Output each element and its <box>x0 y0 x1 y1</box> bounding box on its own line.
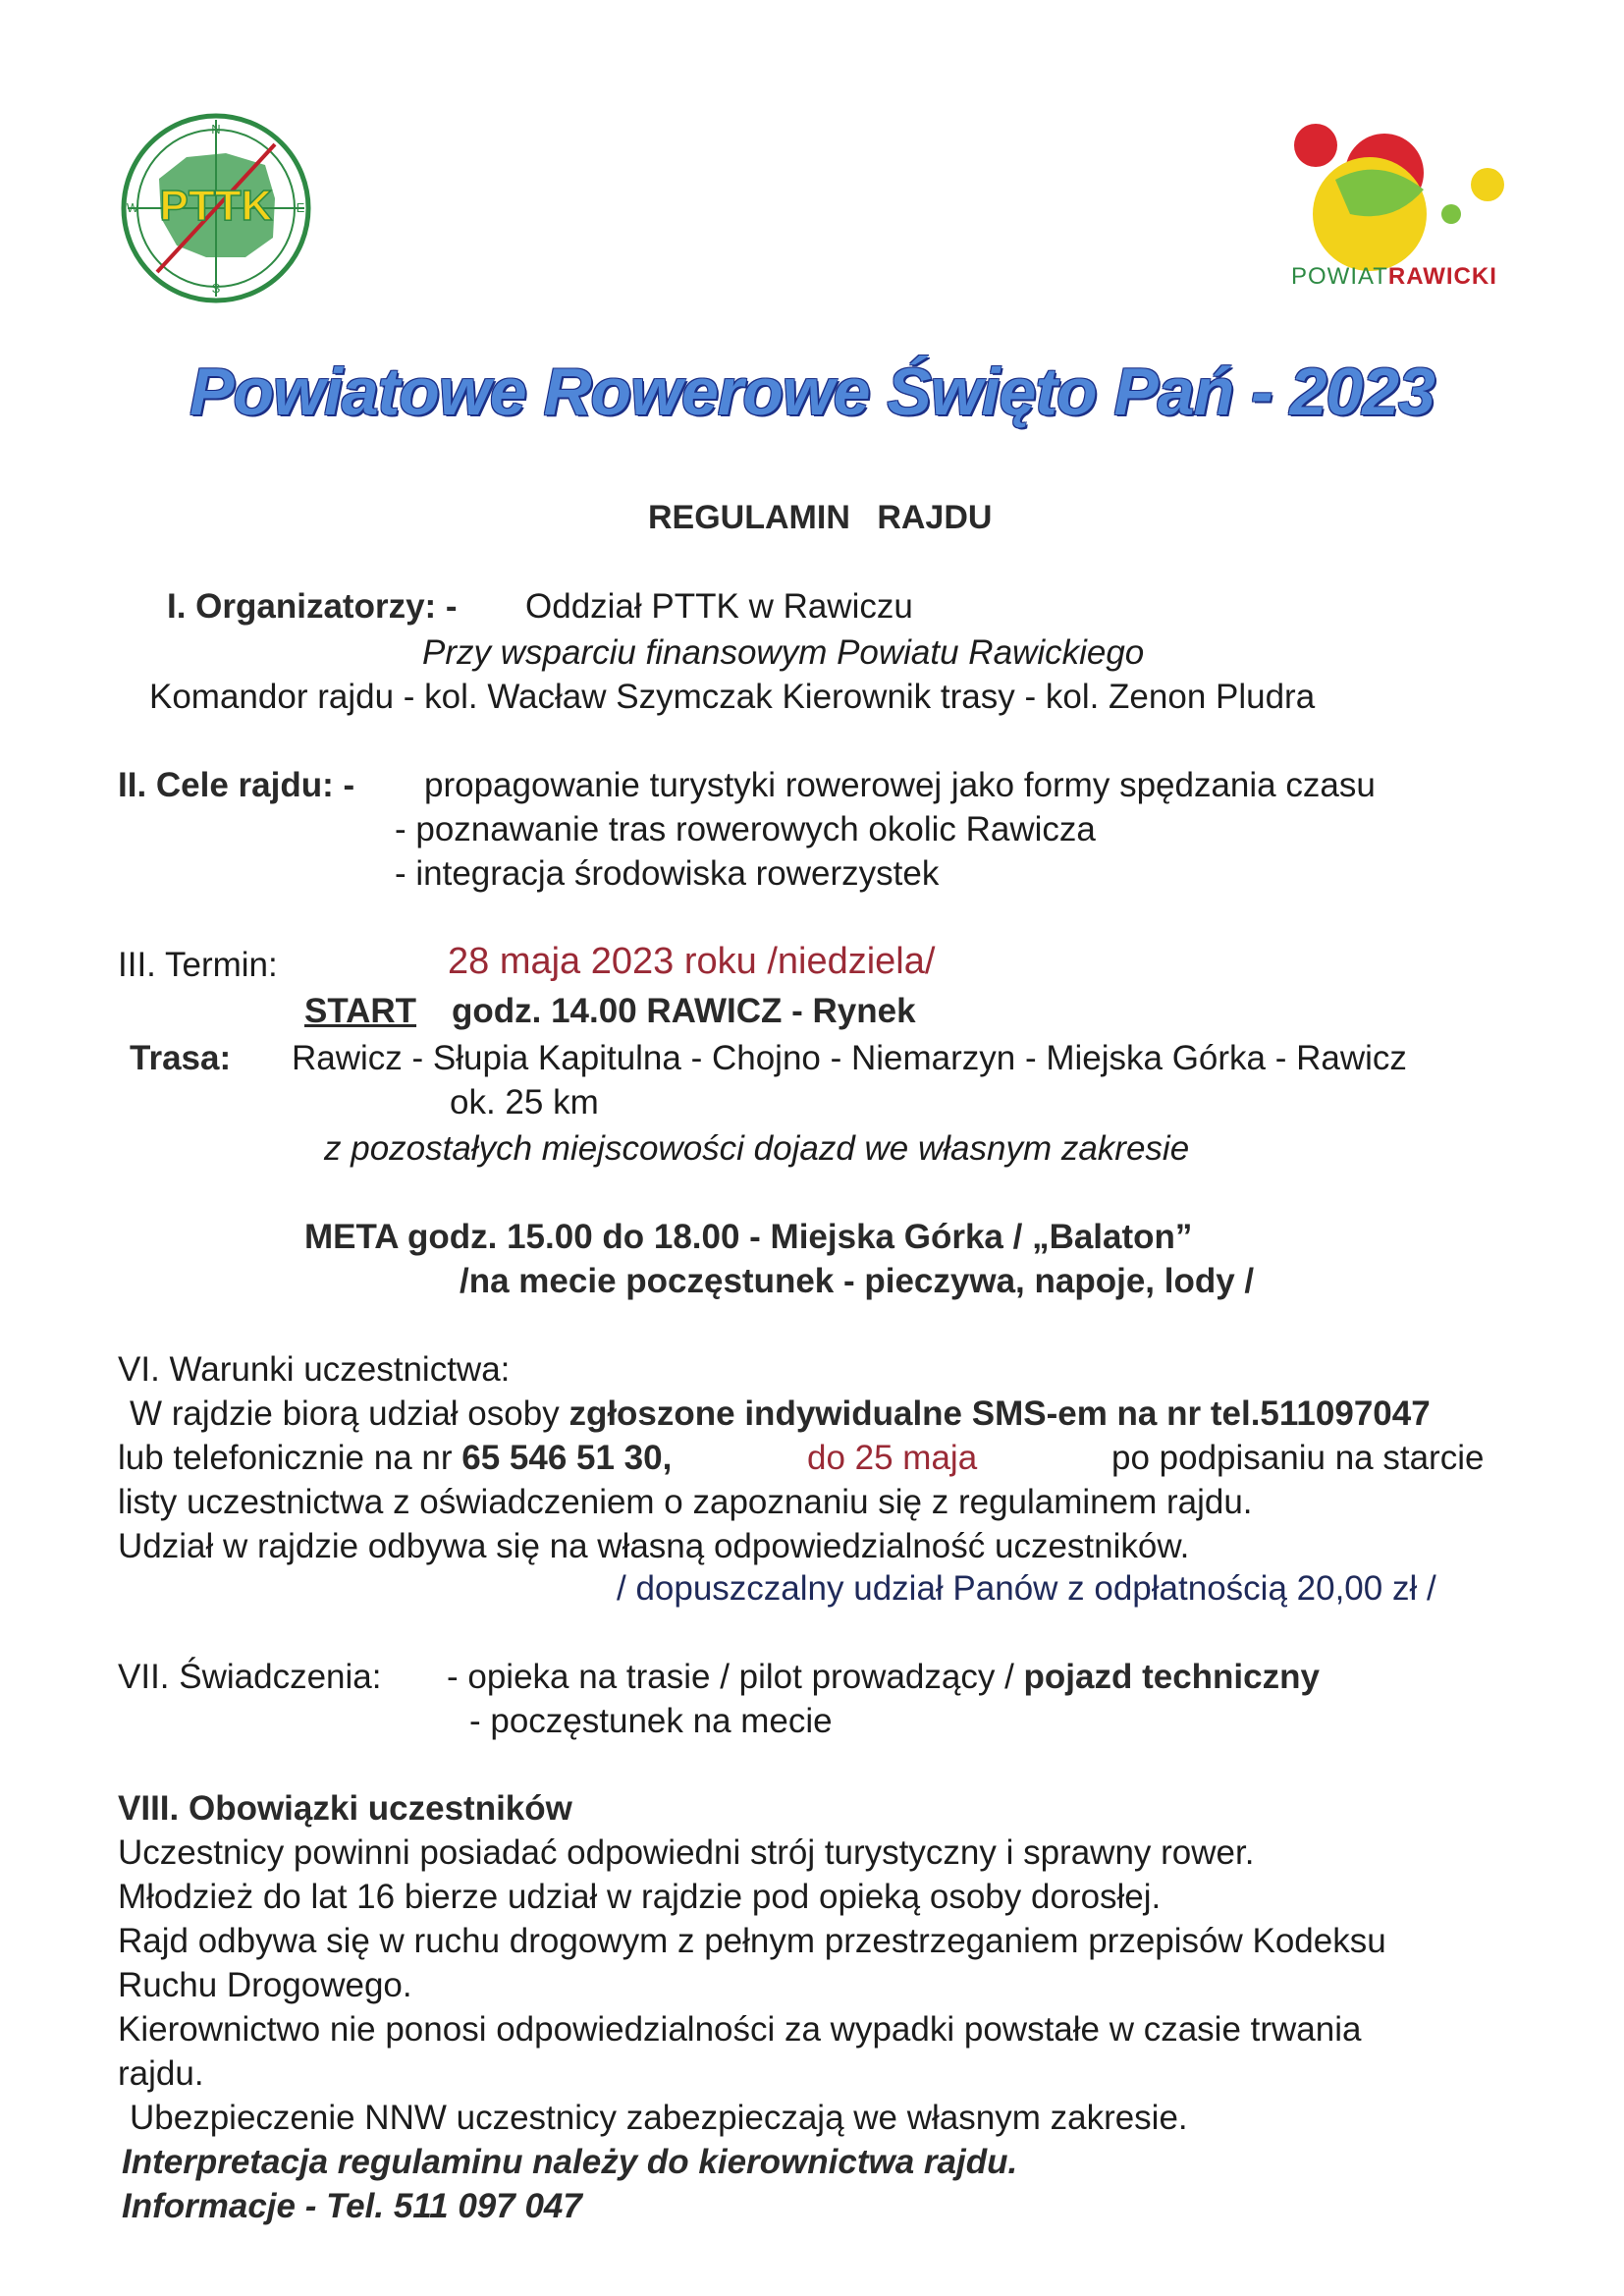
section-2-label: II. Cele rajdu: - <box>118 766 355 804</box>
event-date: 28 maja 2023 roku /niedziela/ <box>448 941 936 982</box>
duty-line: Ruchu Drogowego. <box>118 1966 412 2004</box>
regulation-heading: REGULAMIN RAJDU <box>648 499 993 536</box>
compass-n: N <box>211 122 221 137</box>
participation-line-1: W rajdzie biorą udział osoby zgłoszone indywidualne SMS-em na nr tel.511097047 <box>130 1394 1431 1433</box>
duty-line: Młodzież do lat 16 bierze udział w rajdzie pod opieką osoby dorosłej. <box>118 1878 1162 1916</box>
section-3-label: III. Termin: <box>118 946 278 984</box>
registration-deadline: do 25 maja <box>807 1439 978 1477</box>
powiat-rawicki-caption: POWIATRAWICKI <box>1291 263 1497 290</box>
duty-line: Rajd odbywa się w ruchu drogowym z pełnym przestrzeganiem przepisów Kodeksu <box>118 1922 1386 1960</box>
compass-e: E <box>296 200 305 215</box>
section-1-staff: Komandor rajdu - kol. Wacław Szymczak Kierownik trasy - kol. Zenon Pludra <box>149 678 1316 716</box>
contact-info: Informacje - Tel. 511 097 047 <box>122 2187 582 2225</box>
section-7-label: VII. Świadczenia: <box>118 1658 382 1696</box>
finish-info: META godz. 15.00 do 18.00 - Miejska Górka / „Balaton” <box>304 1218 1193 1256</box>
interpretation-note: Interpretacja regulaminu należy do kierownictwa rajdu. <box>122 2143 1018 2181</box>
section-1-organizer: Oddział PTTK w Rawiczu <box>525 587 913 626</box>
goal-item: - integracja środowiska rowerzystek <box>395 854 940 893</box>
participation-line-4: Udział w rajdzie odbywa się na własną odpowiedzialność uczestników. <box>118 1527 1190 1565</box>
start-label: START <box>304 992 417 1030</box>
pttk-logo-text: PTTK <box>159 182 273 230</box>
duty-line: Uczestnicy powinni posiadać odpowiedni strój turystyczny i sprawny rower. <box>118 1833 1255 1872</box>
men-fee-note: / dopuszczalny udział Panów z odpłatnością 20,00 zł / <box>617 1569 1436 1608</box>
compass-w: W <box>126 200 139 215</box>
goal-item: - poznawanie tras rowerowych okolic Rawicza <box>395 810 1096 848</box>
compass-s: S <box>211 281 221 296</box>
travel-note: z pozostałych miejscowości dojazd we własnym zakresie <box>324 1129 1190 1168</box>
participation-line-2: lub telefonicznie na nr 65 546 51 30, <box>118 1439 673 1477</box>
benefit-item: - poczęstunek na mecie <box>469 1702 833 1740</box>
section-1-label: I. Organizatorzy: - <box>167 587 458 626</box>
route-label: Trasa: <box>130 1039 232 1077</box>
finish-note: /na mecie poczęstunek - pieczywa, napoje, lody / <box>460 1262 1255 1300</box>
start-info: godz. 14.00 RAWICZ - Rynek <box>452 992 916 1030</box>
route-distance: ok. 25 km <box>450 1083 599 1121</box>
participation-line-2-end: po podpisaniu na starcie <box>1111 1439 1485 1477</box>
page-title: Powiatowe Rowerowe Święto Pań - 2023 <box>189 355 1435 429</box>
pttk-logo <box>118 110 314 306</box>
duty-line: Ubezpieczenie NNW uczestnicy zabezpieczają we własnym zakresie. <box>130 2099 1188 2137</box>
section-1-support: Przy wsparciu finansowym Powiatu Rawickiego <box>422 633 1145 672</box>
section-6-label: VI. Warunki uczestnictwa: <box>118 1350 511 1389</box>
duty-line: Kierownictwo nie ponosi odpowiedzialności za wypadki powstałe w czasie trwania <box>118 2010 1362 2049</box>
duty-line: rajdu. <box>118 2054 204 2093</box>
route-description: Rawicz - Słupia Kapitulna - Chojno - Niemarzyn - Miejska Górka - Rawicz <box>292 1039 1407 1077</box>
section-8-label: VIII. Obowiązki uczestników <box>118 1789 572 1828</box>
goal-item: propagowanie turystyki rowerowej jako formy spędzania czasu <box>424 766 1376 804</box>
benefit-item: - opieka na trasie / pilot prowadzący / pojazd techniczny <box>447 1658 1320 1696</box>
participation-line-3: listy uczestnictwa z oświadczeniem o zapoznaniu się z regulaminem rajdu. <box>118 1483 1253 1521</box>
